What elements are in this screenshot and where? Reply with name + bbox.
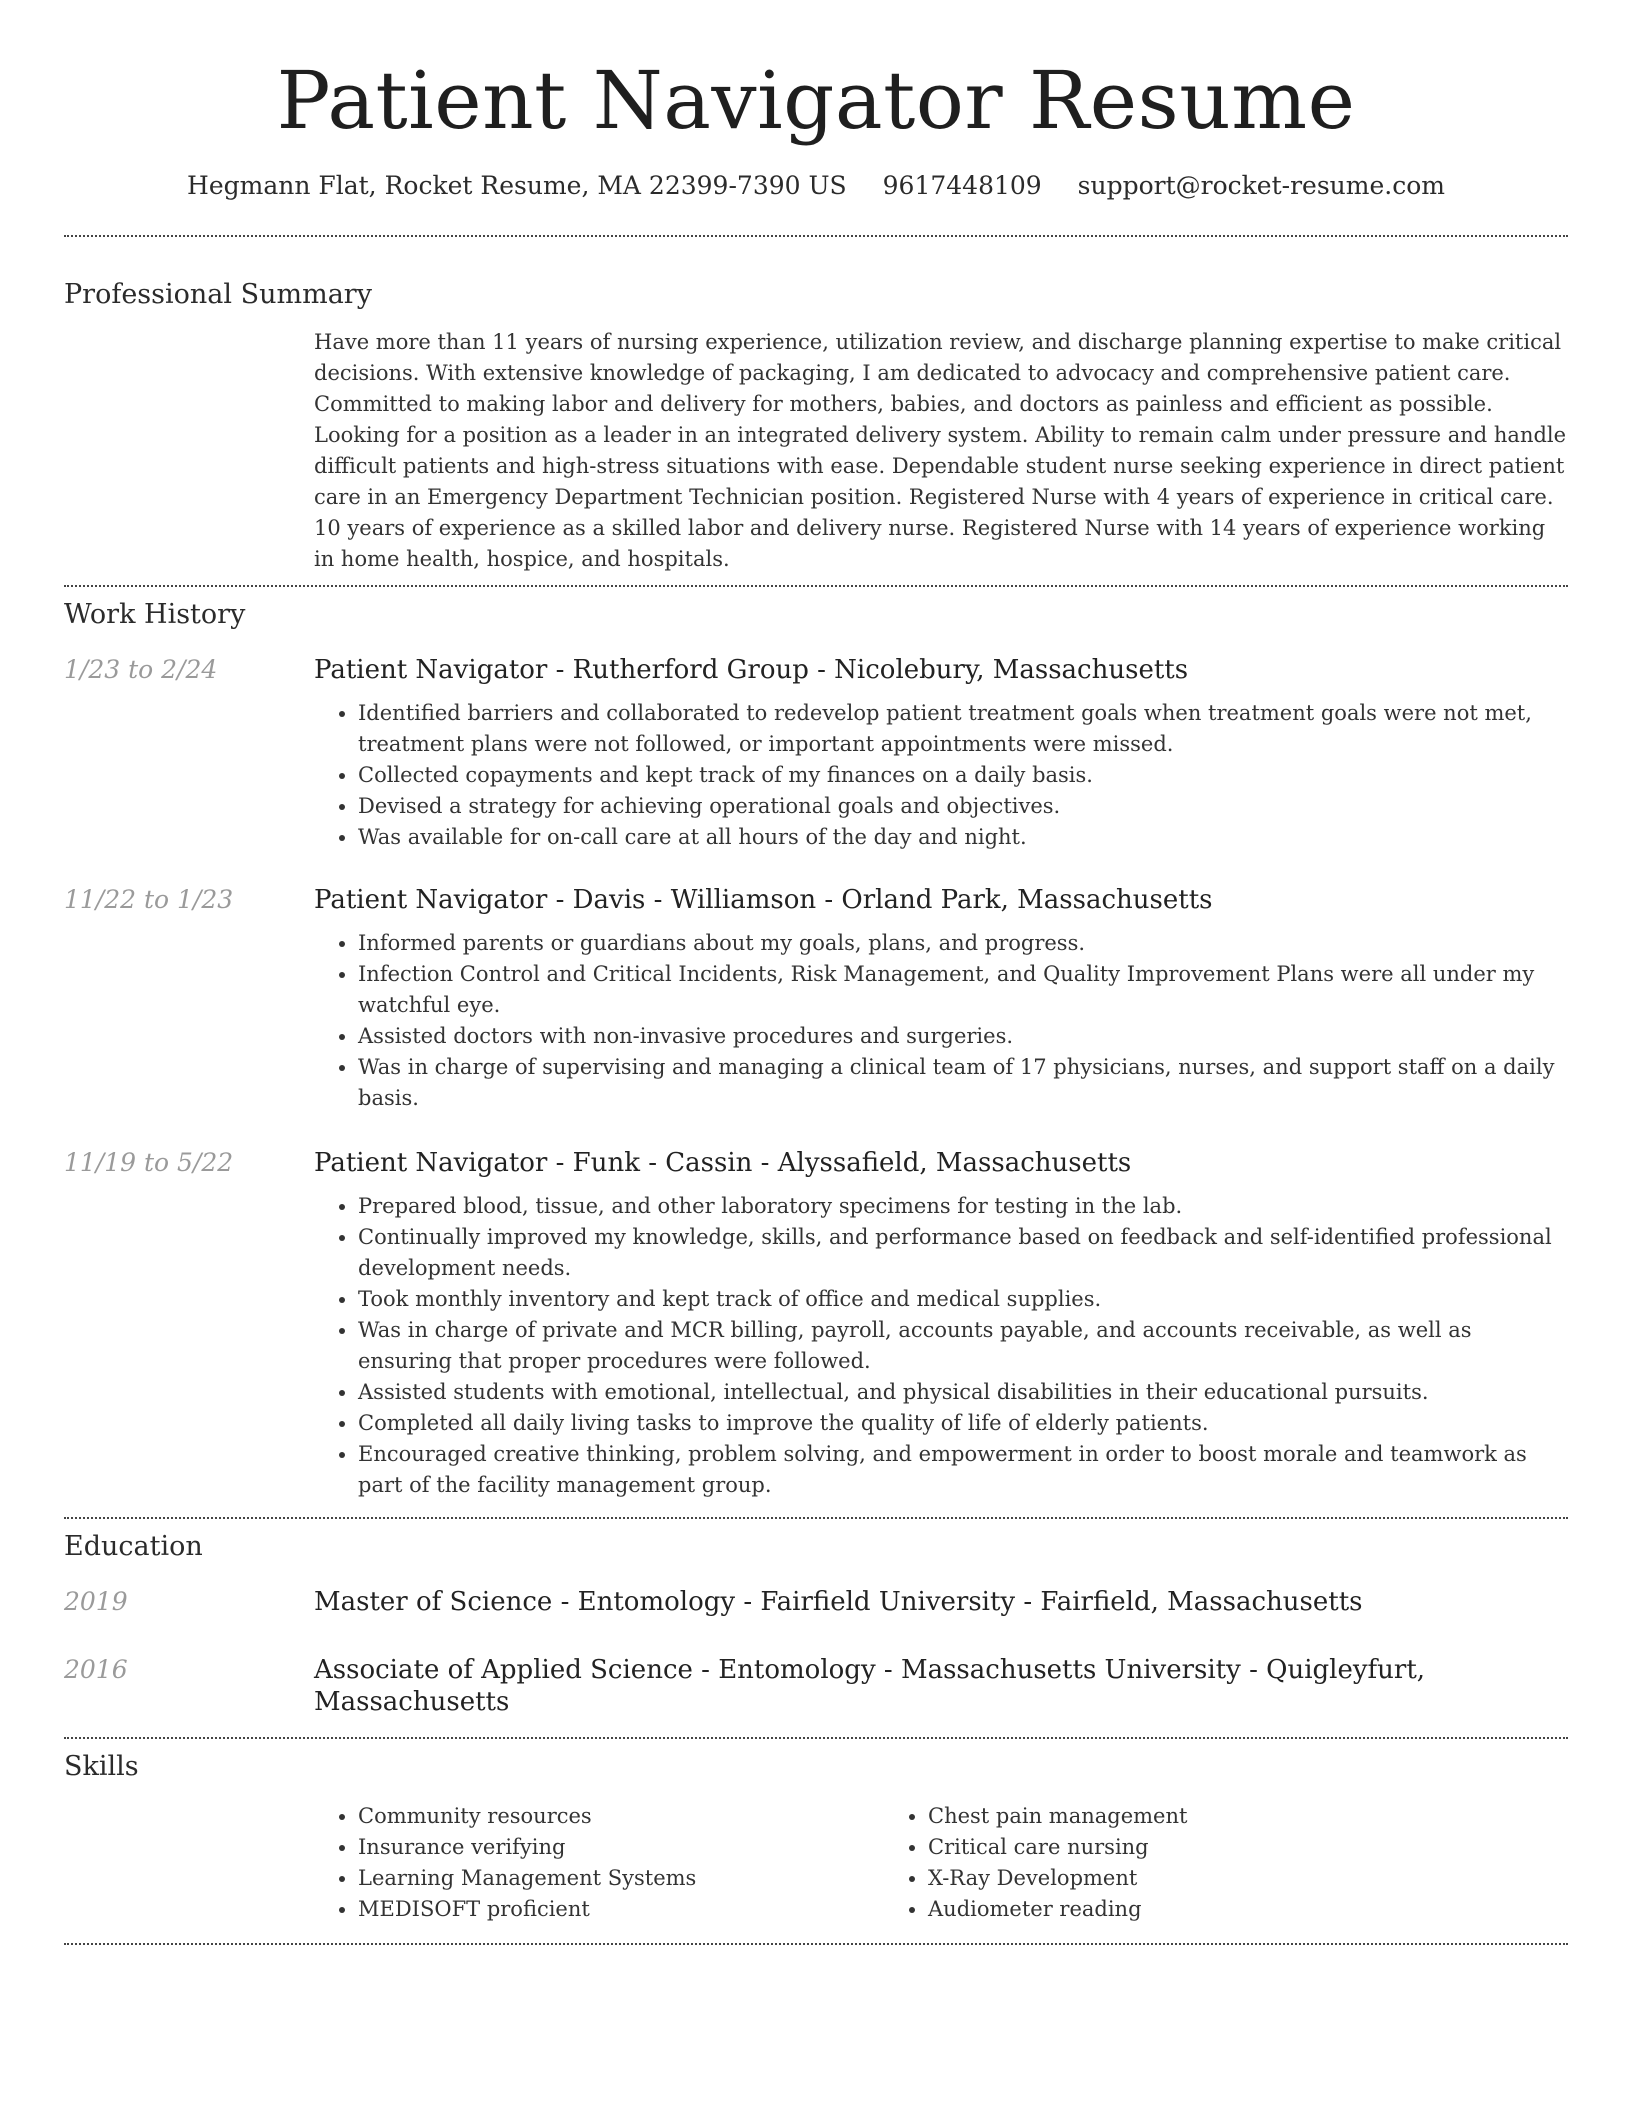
education-degree: Master of Science - Entomology - Fairfield University - Fairfield, Massachusetts bbox=[314, 1587, 1363, 1617]
job-bullet: • Assisted students with emotional, intellectual, and physical disabilities in their educational pursuits. bbox=[358, 1377, 1568, 1408]
skill-item: • Community resources bbox=[358, 1801, 884, 1832]
resume-header bbox=[64, 50, 1568, 202]
divider bbox=[64, 1943, 1568, 1945]
contact-line bbox=[64, 170, 1568, 202]
job-entry bbox=[64, 654, 1568, 853]
job-bullet: • Identified barriers and collaborated to redevelop patient treatment goals when treatment goals were not met, treatment plans were not followed, or important appointments were missed. bbox=[358, 698, 1568, 760]
divider bbox=[64, 1517, 1568, 1519]
education-section bbox=[64, 1530, 1568, 1718]
skill-item: • Critical care nursing bbox=[928, 1832, 1568, 1863]
job-bullet: • Informed parents or guardians about my goals, plans, and progress. bbox=[358, 928, 1568, 959]
job-date: 1/23 to 2/24 bbox=[64, 655, 218, 684]
job-entry bbox=[64, 1147, 1568, 1501]
job-bullet: • Continually improved my knowledge, skills, and performance based on feedback and self-identified professional development needs. bbox=[358, 1222, 1568, 1284]
skill-item: • X-Ray Development bbox=[928, 1863, 1568, 1894]
job-bullet: • Devised a strategy for achieving operational goals and objectives. bbox=[358, 791, 1568, 822]
education-year: 2016 bbox=[64, 1655, 128, 1684]
job-title: Patient Navigator - Rutherford Group - Nicolebury, Massachusetts bbox=[314, 655, 1189, 685]
skills-columns bbox=[314, 1801, 1568, 1925]
contact-phone: 9617448109 bbox=[882, 171, 1042, 200]
skill-item: • MEDISOFT proficient bbox=[358, 1894, 884, 1925]
skills-list-left bbox=[314, 1801, 884, 1925]
section-title-skills: Skills bbox=[64, 1751, 139, 1782]
divider bbox=[64, 585, 1568, 587]
job-date: 11/19 to 5/22 bbox=[64, 1148, 234, 1177]
summary-section bbox=[64, 278, 1568, 575]
job-bullets bbox=[314, 698, 1568, 853]
job-details bbox=[314, 884, 1568, 1114]
skill-item: • Audiometer reading bbox=[928, 1894, 1568, 1925]
job-bullet: • Was in charge of supervising and managing a clinical team of 17 physicians, nurses, and support staff on a daily basis. bbox=[358, 1052, 1568, 1114]
job-bullet: • Assisted doctors with non-invasive procedures and surgeries. bbox=[358, 1021, 1568, 1052]
education-year: 2019 bbox=[64, 1587, 128, 1616]
skills-section bbox=[64, 1750, 1568, 1925]
job-bullet: • Took monthly inventory and kept track of office and medical supplies. bbox=[358, 1284, 1568, 1315]
job-bullet: • Infection Control and Critical Incidents, Risk Management, and Quality Improvement Plans were all under my watchful eye. bbox=[358, 959, 1568, 1021]
job-details bbox=[314, 1147, 1568, 1501]
job-bullet: • Encouraged creative thinking, problem solving, and empowerment in order to boost morale and teamwork as part of the facility management group. bbox=[358, 1439, 1568, 1501]
education-entry bbox=[64, 1654, 1568, 1718]
section-title-education: Education bbox=[64, 1531, 203, 1562]
divider bbox=[64, 1737, 1568, 1739]
work-history-section bbox=[64, 598, 1568, 1501]
section-title-summary: Professional Summary bbox=[64, 279, 372, 310]
skill-item: • Chest pain management bbox=[928, 1801, 1568, 1832]
skill-item: • Learning Management Systems bbox=[358, 1863, 884, 1894]
job-entry bbox=[64, 884, 1568, 1114]
education-degree: Associate of Applied Science - Entomology - Massachusetts University - Quigleyfurt, Massachusetts bbox=[314, 1655, 1426, 1717]
summary-text: Have more than 11 years of nursing experience, utilization review, and discharge planning expertise to make critical decisions. With extensive knowledge of packaging, I am dedicated to advocacy and comprehensive patient care. Committed to making labor and delivery for mothers, babies, and doctors as painless and efficient as possible. Looking for a position as a leader in an integrated delivery system. Ability to remain calm under pressure and handle difficult patients and high-stress situations with ease. Dependable student nurse seeking experience in direct patient care in an Emergency Department Technician position. Registered Nurse with 4 years of experience in critical care. 10 years of experience as a skilled labor and delivery nurse. Registered Nurse with 14 years of experience working in home health, hospice, and hospitals. bbox=[314, 330, 1567, 571]
job-details bbox=[314, 654, 1568, 853]
job-bullets bbox=[314, 1191, 1568, 1501]
section-title-work-history: Work History bbox=[64, 599, 246, 630]
job-bullet: • Completed all daily living tasks to improve the quality of life of elderly patients. bbox=[358, 1408, 1568, 1439]
contact-address: Hegmann Flat, Rocket Resume, MA 22399-7390 US bbox=[187, 171, 847, 200]
job-bullets bbox=[314, 928, 1568, 1114]
job-bullet: • Collected copayments and kept track of my finances on a daily basis. bbox=[358, 760, 1568, 791]
resume-title: Patient Navigator Resume bbox=[276, 54, 1356, 147]
skill-item: • Insurance verifying bbox=[358, 1832, 884, 1863]
job-title: Patient Navigator - Funk - Cassin - Alyssafield, Massachusetts bbox=[314, 1148, 1132, 1178]
education-entry bbox=[64, 1586, 1568, 1618]
skills-list-right bbox=[884, 1801, 1568, 1925]
job-bullet: • Prepared blood, tissue, and other laboratory specimens for testing in the lab. bbox=[358, 1191, 1568, 1222]
job-bullet: • Was available for on-call care at all hours of the day and night. bbox=[358, 822, 1568, 853]
job-title: Patient Navigator - Davis - Williamson - Orland Park, Massachusetts bbox=[314, 885, 1213, 915]
divider bbox=[64, 235, 1568, 237]
job-bullet: • Was in charge of private and MCR billing, payroll, accounts payable, and accounts receivable, as well as ensuring that proper procedures were followed. bbox=[358, 1315, 1568, 1377]
job-date: 11/22 to 1/23 bbox=[64, 885, 234, 914]
contact-email: support@rocket-resume.com bbox=[1077, 171, 1445, 200]
